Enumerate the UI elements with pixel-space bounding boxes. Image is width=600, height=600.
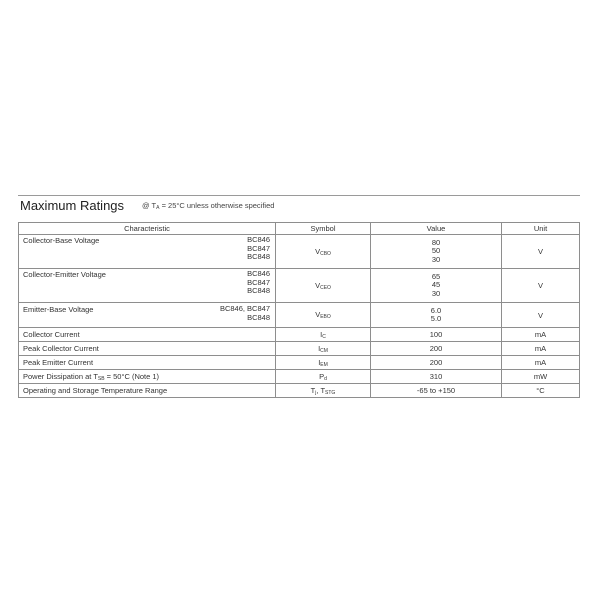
characteristic-cell: Peak Emitter Current [19,356,276,370]
characteristic-cell: Collector-Emitter Voltage BC846 BC847 BC848 [19,269,276,303]
value-cell: 65 45 30 [371,269,502,303]
unit-cell: mW [502,370,580,384]
unit-cell: V [502,235,580,269]
part-list: BC846 BC847 BC848 [247,235,270,261]
table-row [19,356,580,370]
value-cell: 200 [371,356,502,370]
unit-cell: mA [502,328,580,342]
table-row [19,235,580,269]
section-title: Maximum Ratings [20,198,125,213]
symbol-cell: $I_{EM}$ [276,356,371,370]
table-row [19,269,580,303]
table-row [19,328,580,342]
top-rule [18,195,580,196]
table-row [19,384,580,398]
title-row [18,195,580,217]
characteristic-cell: Operating and Storage Temperature Range [19,384,276,398]
unit-cell: mA [502,342,580,356]
characteristic-cell: Emitter-Base Voltage BC846, BC847 BC848 [19,303,276,328]
unit-cell: mA [502,356,580,370]
characteristic-cell: Collector Current [19,328,276,342]
table-row [19,370,580,384]
value-cell: 80 50 30 [371,235,502,269]
table-row [19,342,580,356]
symbol-cell: $T_j$, $T_{STG}$ [276,384,371,398]
characteristic-cell: Peak Collector Current [19,342,276,356]
unit-cell: °C [502,384,580,398]
value-cell: 310 [371,370,502,384]
condition-note: @ $T_A = 25^\circ C$ unless otherwise specified [142,201,275,211]
value-cell: 100 [371,328,502,342]
symbol-cell: $V_{CBO}$ [276,235,371,269]
symbol-cell: $I_{CM}$ [276,342,371,356]
header-unit: Unit [502,223,580,235]
symbol-cell: $V_{EBO}$ [276,303,371,328]
table-header-row [19,223,580,235]
unit-cell: V [502,269,580,303]
unit-cell: V [502,303,580,328]
header-characteristic: Characteristic [19,223,276,235]
ratings-table [18,222,580,398]
header-value: Value [371,223,502,235]
maximum-ratings-section [18,195,580,396]
part-list: BC846, BC847 BC848 [219,304,270,322]
header-symbol: Symbol [276,223,371,235]
value-cell: 200 [371,342,502,356]
table-row [19,303,580,328]
characteristic-cell: Power Dissipation at $T_{SB} = 50^\circ C$ (Note 1) [19,370,276,384]
part-list: BC846 BC847 BC848 [247,269,270,295]
symbol-cell: $P_d$ [276,370,371,384]
symbol-cell: $I_C$ [276,328,371,342]
symbol-cell: $V_{CEO}$ [276,269,371,303]
value-cell: 6.0 5.0 [371,303,502,328]
characteristic-cell: Collector-Base Voltage BC846 BC847 BC848 [19,235,276,269]
value-cell: -65 to +150 [371,384,502,398]
